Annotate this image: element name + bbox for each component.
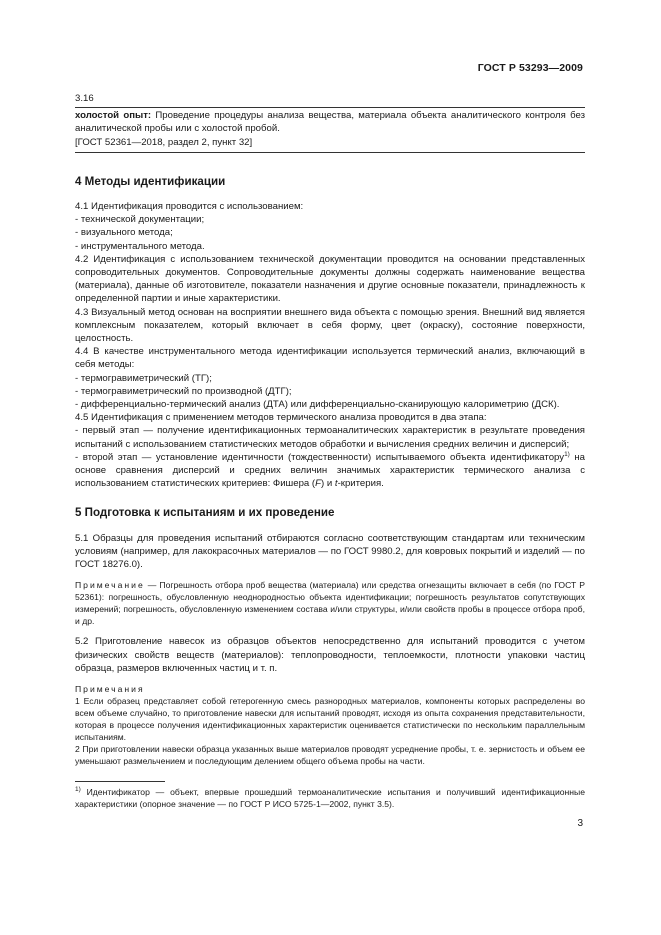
stage-1: - первый этап — получение идентификационных термоаналитических характеристик в результате проведения испытаний с использованием статистических методов обработки и вычисления средних величин и дисперсий; [75,425,585,450]
para-5-2: 5.2 Приготовление навесок из образцов объектов непосредственно для испытаний проводится с учетом физических свойств веществ (материалов): теплопроводности, теплоемкости, плотности упаковки частиц образца, размеров включенных частиц и т. п. [75,636,585,674]
note-1: 1 Если образец представляет собой гетерогенную смесь разнородных материалов, компоненты которых распределены во всем объеме случайно, то приготовление навески для испытаний проводят, исходя из опыта сохранения представительности, которая в процессе получения идентификационных характеристик оценивается статистически по нескольким параллельным испытаниям. [75,695,585,742]
page-number: 3 [577,818,583,829]
para-4-5: 4.5 Идентификация с применением методов термического анализа проводится в два этапа: [75,412,487,424]
note-2: 2 При приготовлении навески образца указанных выше материалов проводят усреднение пробы, т. е. зернистость и объем ее уменьшают размельчением и последующим делением общего объема пробы на части. [75,743,585,766]
definition-box [75,107,585,153]
definition-text [75,109,585,135]
para-4-3: 4.3 Визуальный метод основан на восприятии внешнего вида объекта с помощью зрения. Внешний вид является комплексным показателем, который включает в себя форму, цвет (окраску), состояние поверхности, целостность. [75,306,585,345]
list-item: - визуального метода; [75,227,173,239]
term-number: 3.16 [75,93,94,104]
definition-reference: [ГОСТ 52361—2018, раздел 2, пункт 32] [75,136,253,148]
list-item: - дифференциально-термический анализ (ДТА) или дифференциально-сканирующую калориметрию (ДСК). [75,399,560,411]
para-4-2: 4.2 Идентификация с использованием технической документации проводится на основании представленных сопроводительных документов. Сопроводительные документы должны содержать наименование вещества (материала), данные об изготовителе, показатели назначения и другие основные показатели, принадлежность к определенной партии и иные характеристики. [75,253,585,305]
note-label: Примечание [75,580,145,591]
stage-2: - второй этап — установление идентичности (тождественности) испытываемого объекта идентификатору$^{1)}$ на основе сравнения дисперсий и средних величин значимых характеристик термического анализа с использованием статистических критериев: Фишера (F) и t-критерия. [75,450,585,490]
footnote-ref: 1) [564,450,570,458]
list-item: - инструментального метода. [75,240,205,252]
section-5-title: 5 Подготовка к испытаниям и их проведение [75,506,335,520]
note: Примечание — Погрешность отбора проб вещества (материала) или средства огнезащиты включает в себя (по ГОСТ Р 52361): погрешность, обусловленную неоднородностью объекта идентификации; погрешность результатов сопутствующих измерений; погрешность, обусловленную изменением состава и/или структуры, и/или свойств пробы в процессе отбора проб, и др. [75,580,585,627]
para-4-4: 4.4 В качестве инструментального метода идентификации используется термический анализ, включающий в себя методы: [75,346,585,371]
para-4-1: 4.1 Идентификация проводится с использованием: [75,201,304,213]
term: холостой опыт: [75,110,152,122]
standard-header: ГОСТ Р 53293—2009 [477,62,583,74]
notes-label: Примечания [75,683,145,694]
list-item: - термогравиметрический (ТГ); [75,372,212,384]
list-item: - технической документации; [75,214,205,226]
section-4-title: 4 Методы идентификации [75,174,226,188]
definition-body: Проведение процедуры анализа вещества, материала объекта аналитического контроля без аналитической пробы или с холостой пробой. [75,110,585,135]
para-5-1: 5.1 Образцы для проведения испытаний отбираются согласно соответствующим стандартам или техническим условиям (например, для лакокрасочных материалов — по ГОСТ 9980.2, для ковровых покрытий и изделий — по ГОСТ 18276.0). [75,532,585,571]
footnote: $^{1)}$ Идентификатор — объект, впервые прошедший термоаналитические испытания и получивший идентификационные характеристики (опорное значение — по ГОСТ Р ИСО 5725-1—2002, пункт 3.5). [75,786,585,809]
list-item: - термогравиметрический по производной (ДТГ); [75,385,292,397]
footnote-divider [75,781,165,782]
page-content [75,92,585,810]
